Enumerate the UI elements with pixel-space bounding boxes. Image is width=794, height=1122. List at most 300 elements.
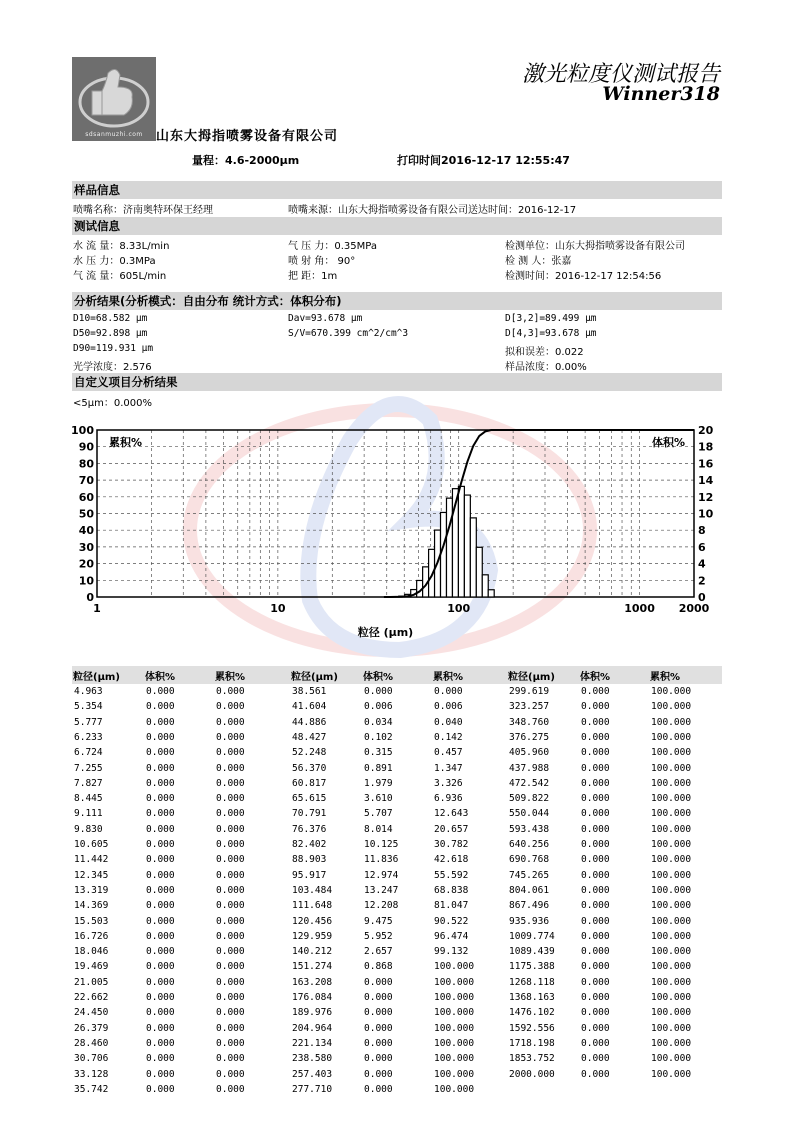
table-cell: 0.000 xyxy=(581,1022,610,1034)
table-cell: 0.000 xyxy=(581,930,610,942)
table-cell: 11.442 xyxy=(74,854,109,866)
table-cell: 0.000 xyxy=(216,992,245,1003)
table-cell: 5.354 xyxy=(74,701,103,713)
table-cell: 376.275 xyxy=(509,731,550,743)
table-cell: 0.000 xyxy=(146,793,175,805)
table-cell: 0.000 xyxy=(146,686,175,697)
table-cell: 0.000 xyxy=(216,716,245,728)
table-cell: 2000.000 xyxy=(509,1068,555,1080)
nozzle-name: 喷嘴名称：济南奥特环保王经理 xyxy=(73,205,213,216)
table-cell: 0.000 xyxy=(581,976,610,988)
table-cell: 176.084 xyxy=(292,992,333,1003)
table-cell: 48.427 xyxy=(292,731,327,743)
table-cell: 5.707 xyxy=(364,808,393,820)
y-left-tick-label: 100 xyxy=(71,424,94,437)
table-cell: 55.592 xyxy=(434,869,469,881)
table-cell: 0.000 xyxy=(364,1068,393,1080)
optical-density: 光学浓度：2.576 xyxy=(73,362,152,373)
x-tick-label: 10 xyxy=(270,602,286,615)
table-cell: 2.657 xyxy=(364,946,393,958)
y-right-tick-label: 4 xyxy=(698,557,706,571)
table-cell: 100.000 xyxy=(651,869,692,881)
table-cell: 12.643 xyxy=(434,808,469,820)
table-cell: 19.469 xyxy=(74,961,109,973)
table-cell: 0.000 xyxy=(216,884,245,896)
table-cell: 100.000 xyxy=(651,1053,692,1065)
table-cell: 100.000 xyxy=(651,686,692,697)
table-cell: 0.000 xyxy=(146,716,175,728)
table-cell: 100.000 xyxy=(651,900,692,912)
table-cell: 0.000 xyxy=(146,1068,175,1080)
table-cell: 100.000 xyxy=(651,915,692,927)
table-cell: 100.000 xyxy=(651,762,692,774)
test-unit: 检测单位：山东大拇指喷雾设备有限公司 xyxy=(505,241,685,252)
table-cell: 100.000 xyxy=(651,1007,692,1019)
table-cell: 12.208 xyxy=(364,900,399,912)
table-cell: 0.000 xyxy=(216,930,245,942)
table-cell: 0.000 xyxy=(216,900,245,912)
table-cell: 0.000 xyxy=(146,869,175,881)
table-cell: 0.000 xyxy=(146,762,175,774)
table-cell: 76.376 xyxy=(292,823,327,835)
spray-angle: 喷 射 角： 90° xyxy=(288,256,356,267)
y-right-tick-label: 0 xyxy=(698,591,706,604)
table-column-header: 粒径(μm) xyxy=(291,672,338,683)
table-cell: 804.061 xyxy=(509,884,550,896)
table-cell: 0.000 xyxy=(581,992,610,1003)
table-cell: 82.402 xyxy=(292,839,327,850)
table-cell: 221.134 xyxy=(292,1037,333,1049)
table-cell: 0.000 xyxy=(581,839,610,850)
table-cell: 30.782 xyxy=(434,839,469,850)
table-cell: 1368.163 xyxy=(509,992,555,1003)
table-cell: 9.830 xyxy=(74,823,103,835)
table-cell: 0.000 xyxy=(146,976,175,988)
table-cell: 3.610 xyxy=(364,793,393,805)
table-cell: 1089.439 xyxy=(509,946,555,958)
table-cell: 0.000 xyxy=(216,946,245,958)
table-cell: 0.000 xyxy=(581,854,610,866)
table-cell: 0.000 xyxy=(146,747,175,759)
instrument-model: Winner318 xyxy=(602,83,720,105)
table-cell: 111.648 xyxy=(292,900,333,912)
table-cell: 0.000 xyxy=(216,808,245,820)
table-cell: 65.615 xyxy=(292,793,327,805)
x-tick-label: 1 xyxy=(93,602,101,615)
y-left-tick-label: 10 xyxy=(78,574,94,588)
table-cell: 6.233 xyxy=(74,731,103,743)
table-column-header: 体积% xyxy=(580,672,611,683)
table-cell: 0.000 xyxy=(146,854,175,866)
table-cell: 299.619 xyxy=(509,686,550,697)
spray-distance: 把 距：1m xyxy=(288,271,338,282)
measurement-range: 量程：4.6-2000μm xyxy=(192,154,300,167)
table-cell: 140.212 xyxy=(292,946,333,958)
table-cell: 100.000 xyxy=(651,808,692,820)
table-cell: 0.000 xyxy=(146,731,175,743)
table-column-header: 累积% xyxy=(215,672,246,683)
table-cell: 509.822 xyxy=(509,793,550,805)
print-time: 打印时间2016-12-17 12:55:47 xyxy=(397,154,570,167)
table-cell: 1592.556 xyxy=(509,1022,555,1034)
table-cell: 0.000 xyxy=(146,992,175,1003)
table-cell: 28.460 xyxy=(74,1037,109,1049)
table-cell: 348.760 xyxy=(509,716,550,728)
table-cell: 100.000 xyxy=(651,823,692,835)
x-tick-label: 1000 xyxy=(624,602,655,615)
table-cell: 100.000 xyxy=(651,992,692,1003)
table-cell: 0.000 xyxy=(581,823,610,835)
table-cell: 70.791 xyxy=(292,808,327,820)
y-left-tick-label: 60 xyxy=(78,490,94,504)
table-cell: 151.274 xyxy=(292,961,333,973)
volume-bar xyxy=(446,498,452,597)
table-cell: 99.132 xyxy=(434,946,469,958)
logo-caption: sdsanmuzhi.com xyxy=(85,131,143,138)
table-column-header: 体积% xyxy=(363,672,394,683)
table-cell: 0.000 xyxy=(216,1083,245,1095)
table-cell: 0.000 xyxy=(581,1007,610,1019)
table-cell: 100.000 xyxy=(434,1053,475,1065)
table-cell: 96.474 xyxy=(434,930,469,942)
table-cell: 12.974 xyxy=(364,869,399,881)
table-cell: 1.347 xyxy=(434,762,463,774)
dav: Dav=93.678 μm xyxy=(288,313,363,324)
table-cell: 81.047 xyxy=(434,900,469,912)
table-cell: 68.838 xyxy=(434,884,469,896)
table-cell: 593.438 xyxy=(509,823,550,835)
table-cell: 0.040 xyxy=(434,716,463,728)
table-cell: 12.345 xyxy=(74,869,109,881)
table-cell: 0.000 xyxy=(216,1037,245,1049)
y-right-tick-label: 18 xyxy=(698,440,714,454)
table-cell: 0.000 xyxy=(216,1007,245,1019)
table-cell: 100.000 xyxy=(651,1037,692,1049)
table-cell: 867.496 xyxy=(509,900,550,912)
table-cell: 8.445 xyxy=(74,793,103,805)
table-cell: 100.000 xyxy=(434,1037,475,1049)
x-tick-label: 100 xyxy=(447,602,471,615)
y-right-tick-label: 20 xyxy=(698,424,714,437)
table-cell: 0.000 xyxy=(146,839,175,850)
table-cell: 0.000 xyxy=(146,930,175,942)
table-cell: 0.000 xyxy=(581,747,610,759)
table-cell: 22.662 xyxy=(74,992,109,1003)
table-cell: 7.827 xyxy=(74,777,103,789)
table-cell: 0.000 xyxy=(581,731,610,743)
table-cell: 120.456 xyxy=(292,915,333,927)
table-cell: 0.034 xyxy=(364,716,393,728)
table-cell: 0.457 xyxy=(434,747,463,759)
table-cell: 0.000 xyxy=(364,686,393,697)
table-cell: 0.000 xyxy=(216,701,245,713)
table-cell: 11.836 xyxy=(364,854,399,866)
table-cell: 1.979 xyxy=(364,777,393,789)
table-cell: 0.000 xyxy=(216,961,245,973)
table-cell: 257.403 xyxy=(292,1068,333,1080)
table-cell: 100.000 xyxy=(434,1068,475,1080)
table-cell: 0.000 xyxy=(146,701,175,713)
y-left-tick-label: 80 xyxy=(78,457,94,471)
thumbs-up-icon xyxy=(72,57,156,141)
table-cell: 90.522 xyxy=(434,915,469,927)
report-title: 激光粒度仪测试报告 xyxy=(521,62,720,87)
table-cell: 0.000 xyxy=(364,1083,393,1095)
table-cell: 0.000 xyxy=(146,1022,175,1034)
table-cell: 163.208 xyxy=(292,976,333,988)
table-cell: 0.000 xyxy=(216,1022,245,1034)
air-pressure: 气 压 力：0.35MPa xyxy=(288,241,377,252)
table-cell: 60.817 xyxy=(292,777,327,789)
table-cell: 0.006 xyxy=(434,701,463,713)
table-cell: 690.768 xyxy=(509,854,550,866)
table-cell: 100.000 xyxy=(651,731,692,743)
section-analysis: 分析结果(分析模式：自由分布 统计方式：体积分布) xyxy=(72,292,722,310)
table-cell: 103.484 xyxy=(292,884,333,896)
table-cell: 0.000 xyxy=(146,915,175,927)
table-cell: 100.000 xyxy=(434,976,475,988)
table-cell: 44.886 xyxy=(292,716,327,728)
table-column-header: 粒径(μm) xyxy=(508,672,555,683)
table-cell: 0.000 xyxy=(216,823,245,835)
table-cell: 0.000 xyxy=(146,961,175,973)
table-cell: 100.000 xyxy=(651,839,692,850)
water-flow: 水 流 量：8.33L/min xyxy=(73,241,170,252)
table-cell: 24.450 xyxy=(74,1007,109,1019)
section-test-info: 测试信息 xyxy=(72,217,722,235)
table-cell: 0.000 xyxy=(216,1053,245,1065)
table-cell: 1853.752 xyxy=(509,1053,555,1065)
table-cell: 0.000 xyxy=(146,777,175,789)
table-cell: 100.000 xyxy=(651,701,692,713)
d32: D[3,2]=89.499 μm xyxy=(505,313,597,324)
table-cell: 100.000 xyxy=(434,992,475,1003)
table-cell: 1175.388 xyxy=(509,961,555,973)
air-flow: 气 流 量：605L/min xyxy=(73,271,167,282)
table-cell: 35.742 xyxy=(74,1083,109,1095)
y-left-tick-label: 90 xyxy=(78,440,94,454)
table-cell: 0.000 xyxy=(216,915,245,927)
table-cell: 0.000 xyxy=(581,716,610,728)
y-left-tick-label: 20 xyxy=(78,557,94,571)
table-cell: 100.000 xyxy=(651,961,692,973)
table-cell: 100.000 xyxy=(651,793,692,805)
y-right-tick-label: 8 xyxy=(698,524,706,538)
table-cell: 7.255 xyxy=(74,762,103,774)
table-cell: 0.000 xyxy=(216,686,245,697)
table-cell: 0.000 xyxy=(216,869,245,881)
table-cell: 323.257 xyxy=(509,701,550,713)
table-cell: 129.959 xyxy=(292,930,333,942)
table-cell: 0.000 xyxy=(146,808,175,820)
table-cell: 16.726 xyxy=(74,930,109,942)
table-cell: 18.046 xyxy=(74,946,109,958)
table-cell: 0.000 xyxy=(581,900,610,912)
water-pressure: 水 压 力：0.3MPa xyxy=(73,256,156,267)
table-cell: 0.000 xyxy=(364,992,393,1003)
table-cell: 0.000 xyxy=(146,823,175,835)
table-cell: 9.475 xyxy=(364,915,393,927)
table-cell: 100.000 xyxy=(651,1022,692,1034)
fit-error: 拟和误差：0.022 xyxy=(505,347,584,358)
table-cell: 0.000 xyxy=(216,793,245,805)
table-cell: 0.000 xyxy=(364,976,393,988)
table-cell: 405.960 xyxy=(509,747,550,759)
y-left-tick-label: 70 xyxy=(78,474,94,488)
table-cell: 0.000 xyxy=(146,900,175,912)
table-cell: 0.000 xyxy=(581,884,610,896)
below-5um: <5μm：0.000% xyxy=(73,398,152,409)
table-column-header: 体积% xyxy=(145,672,176,683)
y-right-tick-label: 10 xyxy=(698,507,714,521)
table-cell: 6.936 xyxy=(434,793,463,805)
table-cell: 56.370 xyxy=(292,762,327,774)
table-cell: 15.503 xyxy=(74,915,109,927)
table-cell: 0.000 xyxy=(581,701,610,713)
table-cell: 41.604 xyxy=(292,701,327,713)
table-cell: 13.319 xyxy=(74,884,109,896)
table-cell: 5.777 xyxy=(74,716,103,728)
table-cell: 0.142 xyxy=(434,731,463,743)
table-cell: 100.000 xyxy=(651,946,692,958)
table-cell: 0.000 xyxy=(216,839,245,850)
plot-frame xyxy=(97,430,694,597)
table-cell: 0.000 xyxy=(581,762,610,774)
table-cell: 0.000 xyxy=(581,793,610,805)
table-cell: 0.000 xyxy=(216,747,245,759)
table-cell: 13.247 xyxy=(364,884,399,896)
table-cell: 9.111 xyxy=(74,808,103,820)
table-cell: 100.000 xyxy=(651,884,692,896)
surface-volume: S/V=670.399 cm^2/cm^3 xyxy=(288,328,409,339)
table-cell: 0.891 xyxy=(364,762,393,774)
table-column-header: 累积% xyxy=(433,672,464,683)
x-axis-label: 粒径 (μm) xyxy=(357,626,414,639)
table-cell: 437.988 xyxy=(509,762,550,774)
table-cell: 0.000 xyxy=(364,1022,393,1034)
left-axis-label: 累积% xyxy=(109,436,143,449)
table-cell: 0.000 xyxy=(581,946,610,958)
table-cell: 0.000 xyxy=(146,884,175,896)
table-cell: 5.952 xyxy=(364,930,393,942)
table-cell: 0.000 xyxy=(581,808,610,820)
section-custom: 自定义项目分析结果 xyxy=(72,373,722,391)
volume-bar xyxy=(441,512,447,597)
table-cell: 277.710 xyxy=(292,1083,333,1095)
table-cell: 204.964 xyxy=(292,1022,333,1034)
table-cell: 100.000 xyxy=(651,777,692,789)
table-cell: 0.000 xyxy=(364,1053,393,1065)
table-cell: 100.000 xyxy=(651,854,692,866)
volume-bar xyxy=(470,518,476,597)
table-cell: 0.000 xyxy=(581,686,610,697)
table-cell: 0.006 xyxy=(364,701,393,713)
table-cell: 100.000 xyxy=(434,1007,475,1019)
table-column-header: 累积% xyxy=(650,672,681,683)
y-right-tick-label: 14 xyxy=(698,474,714,488)
table-cell: 0.000 xyxy=(146,946,175,958)
table-cell: 1476.102 xyxy=(509,1007,555,1019)
table-cell: 0.000 xyxy=(146,1083,175,1095)
table-cell: 4.963 xyxy=(74,686,103,697)
table-cell: 30.706 xyxy=(74,1053,109,1065)
table-cell: 935.936 xyxy=(509,915,550,927)
y-left-tick-label: 30 xyxy=(78,540,94,554)
table-cell: 0.102 xyxy=(364,731,393,743)
y-left-tick-label: 40 xyxy=(78,524,94,538)
table-cell: 100.000 xyxy=(651,1068,692,1080)
volume-bar xyxy=(476,547,482,597)
table-cell: 0.000 xyxy=(216,976,245,988)
volume-bar xyxy=(458,486,464,597)
d90: D90=119.931 μm xyxy=(73,343,154,354)
volume-bar xyxy=(464,495,470,597)
table-cell: 189.976 xyxy=(292,1007,333,1019)
table-cell: 0.000 xyxy=(581,1068,610,1080)
table-cell: 0.868 xyxy=(364,961,393,973)
table-cell: 10.605 xyxy=(74,839,109,850)
table-cell: 100.000 xyxy=(651,976,692,988)
table-cell: 0.000 xyxy=(581,1053,610,1065)
table-cell: 0.000 xyxy=(581,1037,610,1049)
table-cell: 95.917 xyxy=(292,869,327,881)
table-cell: 0.000 xyxy=(146,1053,175,1065)
table-cell: 100.000 xyxy=(651,716,692,728)
table-cell: 472.542 xyxy=(509,777,550,789)
table-cell: 640.256 xyxy=(509,839,550,850)
nozzle-source: 喷嘴来源：山东大拇指喷雾设备有限公司送达时间：2016-12-17 xyxy=(288,205,577,216)
table-cell: 0.000 xyxy=(581,961,610,973)
particle-size-chart xyxy=(60,418,740,643)
table-cell: 33.128 xyxy=(74,1068,109,1080)
test-time: 检测时间：2016-12-17 12:54:56 xyxy=(505,271,662,282)
table-cell: 10.125 xyxy=(364,839,399,850)
y-right-tick-label: 16 xyxy=(698,457,714,471)
table-cell: 0.000 xyxy=(581,869,610,881)
company-logo xyxy=(72,57,156,141)
table-cell: 100.000 xyxy=(651,930,692,942)
table-cell: 8.014 xyxy=(364,823,393,835)
table-cell: 100.000 xyxy=(434,961,475,973)
table-cell: 0.000 xyxy=(364,1007,393,1019)
table-cell: 26.379 xyxy=(74,1022,109,1034)
table-column-header: 粒径(μm) xyxy=(73,672,120,683)
table-cell: 0.000 xyxy=(146,1007,175,1019)
volume-bar xyxy=(482,575,488,597)
tester: 检 测 人：张嘉 xyxy=(505,256,572,267)
volume-bar xyxy=(488,590,494,597)
section-sample-info: 样品信息 xyxy=(72,181,722,199)
table-cell: 100.000 xyxy=(651,747,692,759)
table-cell: 88.903 xyxy=(292,854,327,866)
table-cell: 0.000 xyxy=(434,686,463,697)
y-left-tick-label: 50 xyxy=(78,507,94,521)
table-cell: 38.561 xyxy=(292,686,327,697)
d43: D[4,3]=93.678 μm xyxy=(505,328,597,339)
d50: D50=92.898 μm xyxy=(73,328,148,339)
table-cell: 1718.198 xyxy=(509,1037,555,1049)
table-cell: 0.000 xyxy=(581,777,610,789)
table-cell: 0.000 xyxy=(364,1037,393,1049)
table-cell: 238.580 xyxy=(292,1053,333,1065)
table-cell: 0.000 xyxy=(216,762,245,774)
sample-concentration: 样品浓度：0.00% xyxy=(505,362,587,373)
table-cell: 1268.118 xyxy=(509,976,555,988)
y-right-tick-label: 12 xyxy=(698,490,714,504)
table-cell: 21.005 xyxy=(74,976,109,988)
table-cell: 0.000 xyxy=(216,1068,245,1080)
y-left-tick-label: 0 xyxy=(86,591,94,604)
